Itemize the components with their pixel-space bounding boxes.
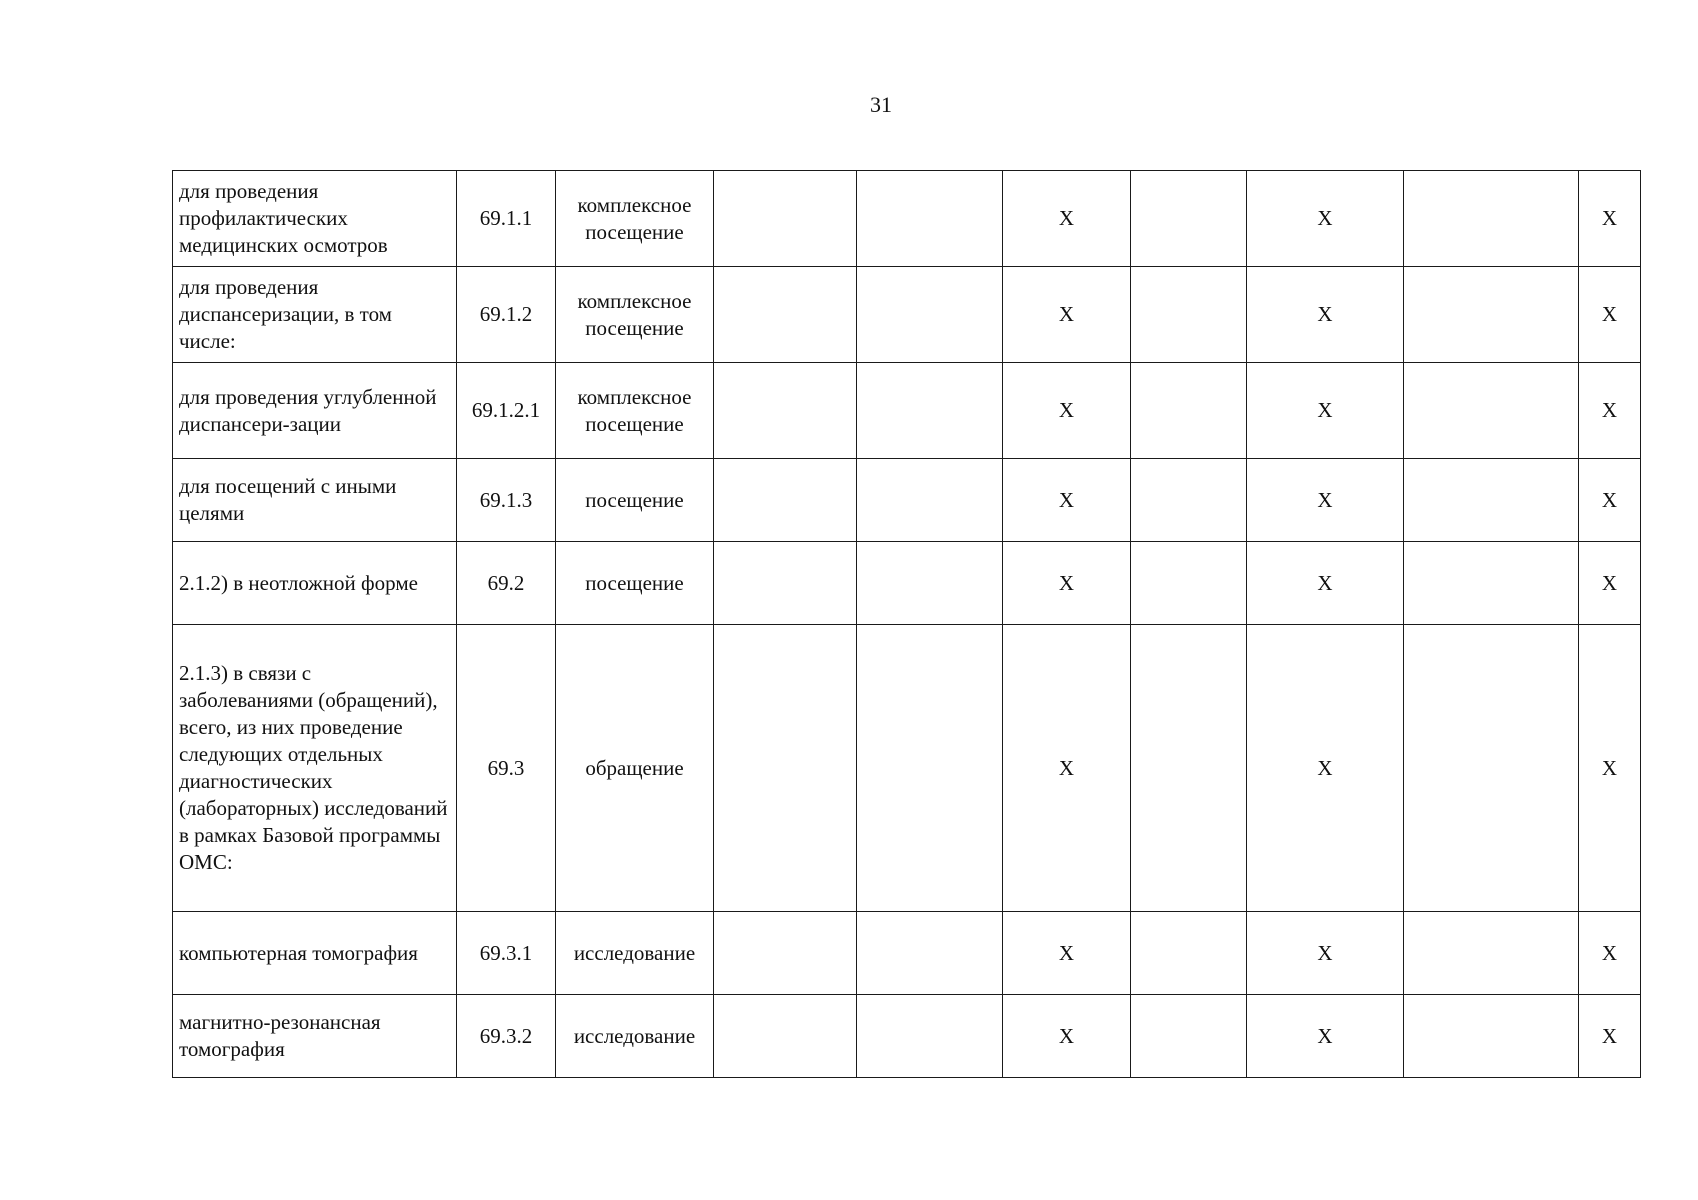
x-mark-cell: Х: [1003, 171, 1131, 267]
service-name-cell: для проведения диспансеризации, в том числе:: [173, 267, 457, 363]
value-cell: [857, 625, 1003, 912]
x-mark-cell: Х: [1579, 542, 1641, 625]
value-cell: [857, 171, 1003, 267]
table-row: [173, 625, 1641, 912]
code-cell: 69.1.2: [457, 267, 556, 363]
x-mark-cell: Х: [1579, 459, 1641, 542]
service-name-cell: 2.1.2) в неотложной форме: [173, 542, 457, 625]
x-mark-cell: Х: [1579, 267, 1641, 363]
table-row: [173, 995, 1641, 1078]
value-cell: [1404, 625, 1579, 912]
table-row: [173, 363, 1641, 459]
value-cell: [1404, 171, 1579, 267]
x-mark-cell: Х: [1579, 171, 1641, 267]
x-mark-cell: Х: [1003, 542, 1131, 625]
code-cell: 69.1.1: [457, 171, 556, 267]
x-mark-cell: Х: [1003, 459, 1131, 542]
service-name-cell: компьютерная томография: [173, 912, 457, 995]
value-cell: [857, 363, 1003, 459]
unit-cell: комплексное посещение: [556, 171, 714, 267]
value-cell: [857, 912, 1003, 995]
x-mark-cell: Х: [1003, 995, 1131, 1078]
x-mark-cell: Х: [1247, 912, 1404, 995]
x-mark-cell: Х: [1003, 625, 1131, 912]
x-mark-cell: Х: [1003, 267, 1131, 363]
code-cell: 69.3.2: [457, 995, 556, 1078]
code-cell: 69.2: [457, 542, 556, 625]
x-mark-cell: Х: [1247, 625, 1404, 912]
value-cell: [1131, 995, 1247, 1078]
value-cell: [714, 267, 857, 363]
unit-cell: посещение: [556, 459, 714, 542]
service-name-cell: для проведения профилактических медицинских осмотров: [173, 171, 457, 267]
value-cell: [714, 171, 857, 267]
page-number: 31: [870, 92, 892, 117]
x-mark-cell: Х: [1003, 912, 1131, 995]
table-row: [173, 912, 1641, 995]
x-mark-cell: Х: [1579, 912, 1641, 995]
value-cell: [1131, 912, 1247, 995]
x-mark-cell: Х: [1579, 625, 1641, 912]
value-cell: [1404, 267, 1579, 363]
unit-cell: комплексное посещение: [556, 267, 714, 363]
value-cell: [1131, 459, 1247, 542]
code-cell: 69.1.2.1: [457, 363, 556, 459]
unit-cell: комплексное посещение: [556, 363, 714, 459]
service-name-cell: магнитно-резонансная томография: [173, 995, 457, 1078]
code-cell: 69.3: [457, 625, 556, 912]
value-cell: [1404, 995, 1579, 1078]
unit-cell: посещение: [556, 542, 714, 625]
x-mark-cell: Х: [1247, 995, 1404, 1078]
value-cell: [1404, 912, 1579, 995]
data-table: [172, 170, 1641, 1078]
value-cell: [714, 459, 857, 542]
value-cell: [1404, 542, 1579, 625]
value-cell: [857, 267, 1003, 363]
table-row: [173, 459, 1641, 542]
x-mark-cell: Х: [1247, 542, 1404, 625]
value-cell: [1131, 625, 1247, 912]
value-cell: [1131, 542, 1247, 625]
x-mark-cell: Х: [1247, 459, 1404, 542]
value-cell: [857, 542, 1003, 625]
x-mark-cell: Х: [1579, 363, 1641, 459]
x-mark-cell: Х: [1247, 363, 1404, 459]
x-mark-cell: Х: [1003, 363, 1131, 459]
table-row: [173, 171, 1641, 267]
unit-cell: исследование: [556, 995, 714, 1078]
x-mark-cell: Х: [1247, 171, 1404, 267]
table-row: [173, 267, 1641, 363]
unit-cell: обращение: [556, 625, 714, 912]
value-cell: [714, 995, 857, 1078]
value-cell: [857, 459, 1003, 542]
value-cell: [1404, 363, 1579, 459]
value-cell: [714, 912, 857, 995]
table-row: [173, 542, 1641, 625]
code-cell: 69.1.3: [457, 459, 556, 542]
value-cell: [714, 363, 857, 459]
x-mark-cell: Х: [1247, 267, 1404, 363]
value-cell: [1404, 459, 1579, 542]
x-mark-cell: Х: [1579, 995, 1641, 1078]
value-cell: [1131, 171, 1247, 267]
value-cell: [1131, 267, 1247, 363]
service-name-cell: 2.1.3) в связи с заболеваниями (обращений), всего, из них проведение следующих отдельных диагностических (лабораторных) исследований в рамках Базовой программы ОМС:: [173, 625, 457, 912]
value-cell: [714, 542, 857, 625]
unit-cell: исследование: [556, 912, 714, 995]
value-cell: [1131, 363, 1247, 459]
service-name-cell: для проведения углубленной диспансери-зации: [173, 363, 457, 459]
value-cell: [857, 995, 1003, 1078]
service-name-cell: для посещений с иными целями: [173, 459, 457, 542]
value-cell: [714, 625, 857, 912]
code-cell: 69.3.1: [457, 912, 556, 995]
